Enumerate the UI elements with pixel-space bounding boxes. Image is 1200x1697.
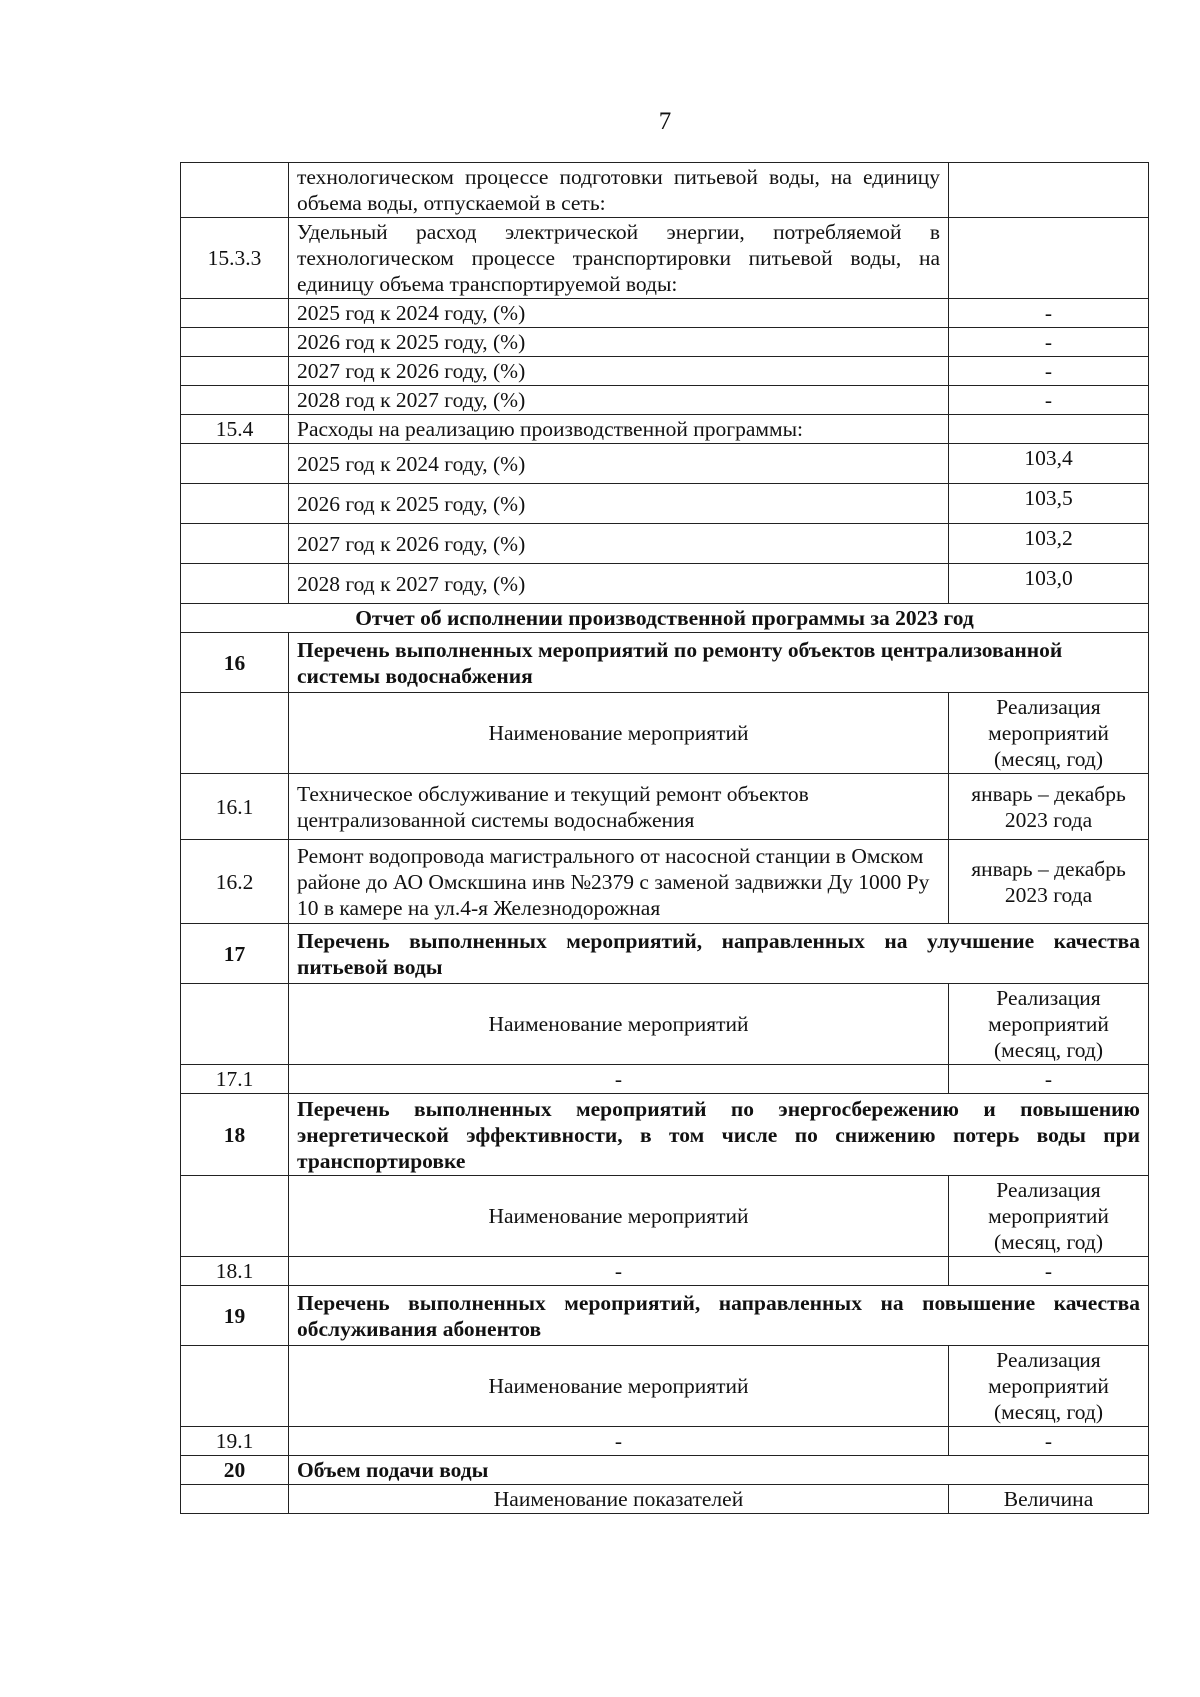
column-header-name: Наименование показателей	[289, 1485, 949, 1514]
row-text: Ремонт водопровода магистрального от насосной станции в Омском районе до АО Омскшина инв №2379 с заменой задвижки Ду 1000 Ру 10 в камере на ул.4-я Железнодорожная	[289, 840, 949, 924]
row-value	[949, 163, 1149, 218]
program-table	[180, 162, 1149, 1514]
table-row	[181, 218, 1149, 299]
page-number: 7	[658, 108, 672, 135]
table-row	[181, 774, 1149, 840]
column-header-row	[181, 984, 1149, 1065]
section-row	[181, 1094, 1149, 1176]
row-number	[181, 444, 289, 484]
row-text: 2026 год к 2025 году, (%)	[289, 484, 949, 524]
row-value: 103,4	[949, 444, 1149, 484]
row-number	[181, 163, 289, 218]
section-row	[181, 924, 1149, 984]
empty-cell	[181, 1485, 289, 1514]
row-number: 16.2	[181, 840, 289, 924]
section-title: Перечень выполненных мероприятий по ремонту объектов централизованной системы водоснабжения	[289, 633, 1149, 693]
table-row	[181, 328, 1149, 357]
row-value: -	[949, 299, 1149, 328]
column-header-name: Наименование мероприятий	[289, 1346, 949, 1427]
section-number: 20	[181, 1456, 289, 1485]
column-header-implementation: Реализация мероприятий (месяц, год)	[949, 1176, 1149, 1257]
column-header-name: Наименование мероприятий	[289, 693, 949, 774]
table-row	[181, 386, 1149, 415]
row-number	[181, 484, 289, 524]
row-text: технологическом процессе подготовки питьевой воды, на единицу объема воды, отпускаемой в сеть:	[289, 163, 949, 218]
section-title: Объем подачи воды	[289, 1456, 1149, 1485]
row-value: 103,2	[949, 524, 1149, 564]
column-header-name: Наименование мероприятий	[289, 1176, 949, 1257]
row-text: Удельный расход электрической энергии, потребляемой в технологическом процессе транспортировки питьевой воды, на единицу объема транспортируемой воды:	[289, 218, 949, 299]
row-value: -	[949, 1427, 1149, 1456]
column-header-row	[181, 1485, 1149, 1514]
empty-cell	[181, 1346, 289, 1427]
column-header-value: Величина	[949, 1485, 1149, 1514]
column-header-implementation: Реализация мероприятий (месяц, год)	[949, 1346, 1149, 1427]
column-header-implementation: Реализация мероприятий (месяц, год)	[949, 984, 1149, 1065]
empty-cell	[181, 984, 289, 1065]
row-value: -	[949, 1065, 1149, 1094]
row-value: -	[949, 328, 1149, 357]
report-heading-row	[181, 604, 1149, 633]
table-row	[181, 357, 1149, 386]
row-value: -	[949, 357, 1149, 386]
table-row	[181, 1065, 1149, 1094]
row-number: 19.1	[181, 1427, 289, 1456]
table-row	[181, 524, 1149, 564]
table-row	[181, 1257, 1149, 1286]
column-header-name: Наименование мероприятий	[289, 984, 949, 1065]
row-value	[949, 218, 1149, 299]
section-title: Перечень выполненных мероприятий по энергосбережению и повышению энергетической эффективности, в том числе по снижению потерь воды при транспортировке	[289, 1094, 1149, 1176]
row-value: 103,5	[949, 484, 1149, 524]
section-title: Перечень выполненных мероприятий, направленных на улучшение качества питьевой воды	[289, 924, 1149, 984]
section-row	[181, 1286, 1149, 1346]
section-number: 19	[181, 1286, 289, 1346]
section-number: 16	[181, 633, 289, 693]
row-number	[181, 328, 289, 357]
row-number: 18.1	[181, 1257, 289, 1286]
column-header-row	[181, 693, 1149, 774]
row-value: -	[949, 1257, 1149, 1286]
row-text: Техническое обслуживание и текущий ремонт объектов централизованной системы водоснабжения	[289, 774, 949, 840]
row-number: 17.1	[181, 1065, 289, 1094]
row-text: Расходы на реализацию производственной программы:	[289, 415, 949, 444]
row-text: 2027 год к 2026 году, (%)	[289, 357, 949, 386]
column-header-row	[181, 1346, 1149, 1427]
row-number	[181, 564, 289, 604]
row-number	[181, 357, 289, 386]
row-value: -	[949, 386, 1149, 415]
row-text: 2026 год к 2025 году, (%)	[289, 328, 949, 357]
row-number: 16.1	[181, 774, 289, 840]
empty-cell	[181, 1176, 289, 1257]
row-number	[181, 524, 289, 564]
row-number	[181, 386, 289, 415]
section-row	[181, 633, 1149, 693]
table-row	[181, 163, 1149, 218]
column-header-row	[181, 1176, 1149, 1257]
row-value: 103,0	[949, 564, 1149, 604]
row-number: 15.4	[181, 415, 289, 444]
row-text: -	[289, 1065, 949, 1094]
table-row	[181, 444, 1149, 484]
section-number: 18	[181, 1094, 289, 1176]
report-heading: Отчет об исполнении производственной программы за 2023 год	[181, 604, 1149, 633]
table-row	[181, 484, 1149, 524]
row-text: 2025 год к 2024 году, (%)	[289, 444, 949, 484]
column-header-implementation: Реализация мероприятий (месяц, год)	[949, 693, 1149, 774]
section-row	[181, 1456, 1149, 1485]
table-row	[181, 1427, 1149, 1456]
row-number: 15.3.3	[181, 218, 289, 299]
row-text: -	[289, 1257, 949, 1286]
row-text: 2028 год к 2027 году, (%)	[289, 564, 949, 604]
empty-cell	[181, 693, 289, 774]
row-value	[949, 415, 1149, 444]
row-value: январь – декабрь 2023 года	[949, 774, 1149, 840]
section-number: 17	[181, 924, 289, 984]
table-row	[181, 564, 1149, 604]
table-row	[181, 840, 1149, 924]
row-value: январь – декабрь 2023 года	[949, 840, 1149, 924]
row-text: 2027 год к 2026 году, (%)	[289, 524, 949, 564]
row-text: 2028 год к 2027 году, (%)	[289, 386, 949, 415]
section-title: Перечень выполненных мероприятий, направленных на повышение качества обслуживания абонентов	[289, 1286, 1149, 1346]
row-text: -	[289, 1427, 949, 1456]
row-text: 2025 год к 2024 году, (%)	[289, 299, 949, 328]
table-row	[181, 415, 1149, 444]
table-row	[181, 299, 1149, 328]
row-number	[181, 299, 289, 328]
